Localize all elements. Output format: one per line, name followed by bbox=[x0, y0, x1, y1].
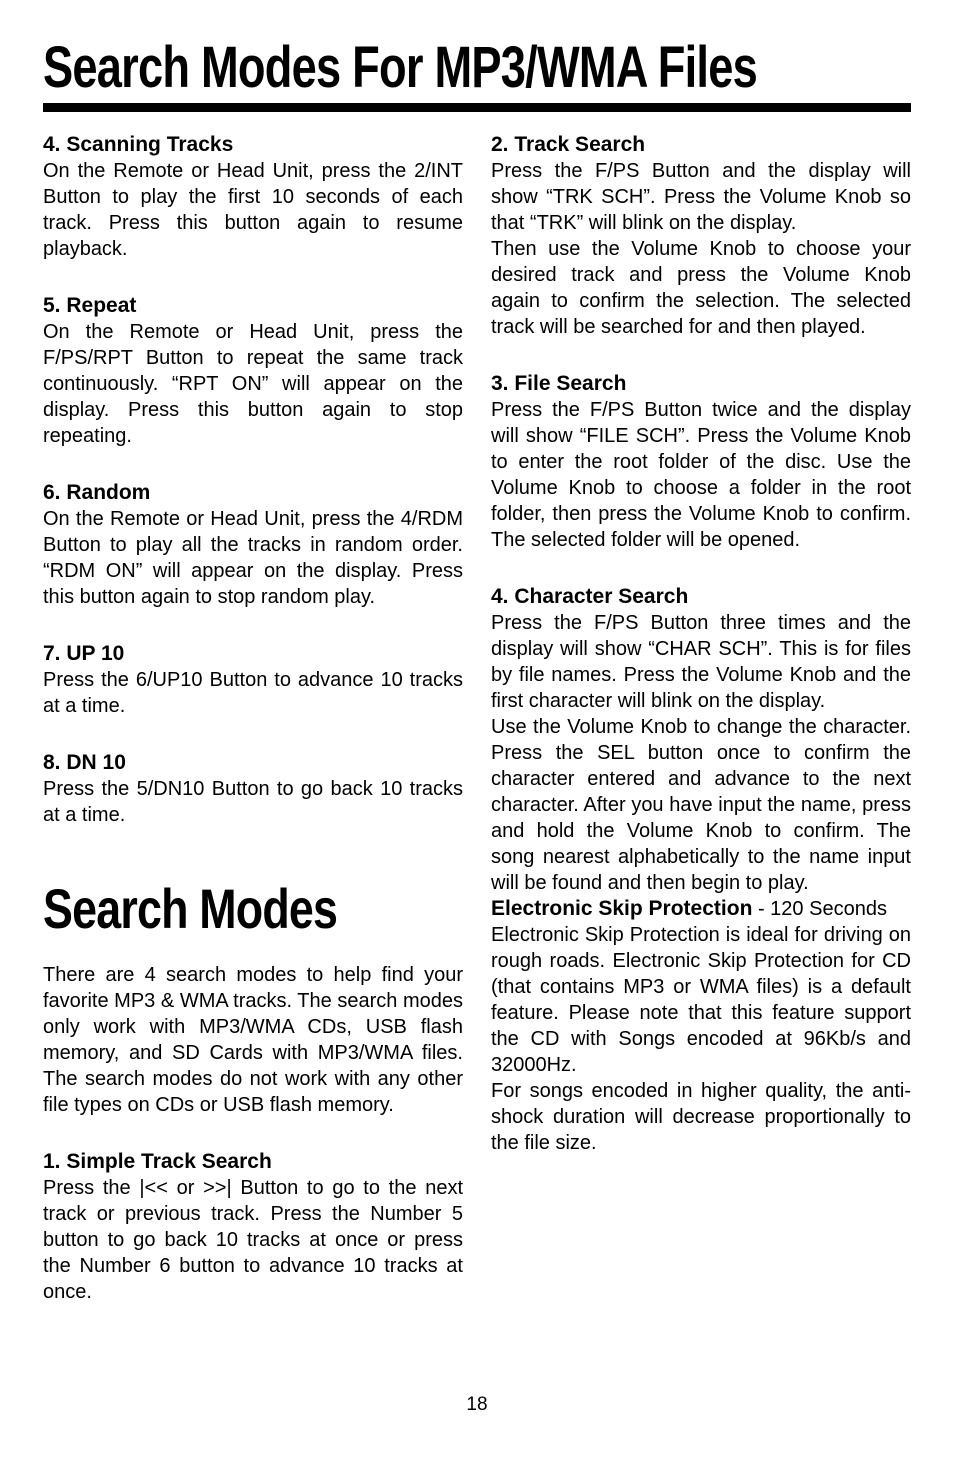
section-random bbox=[43, 480, 463, 610]
section-character-search bbox=[491, 584, 911, 896]
section-body: Press the F/PS Button three times and the display will show “CHAR SCH”. This is for files by file names. Press the Volume Knob and the first character will blink on the display. bbox=[491, 612, 911, 712]
page-title: Search Modes For MP3/WMA Files bbox=[43, 35, 757, 100]
right-column bbox=[491, 132, 911, 1187]
section-heading: 1. Simple Track Search bbox=[43, 1150, 272, 1173]
section-heading: 4. Scanning Tracks bbox=[43, 133, 234, 156]
section-body: Press the 6/UP10 Button to advance 10 tracks at a time. bbox=[43, 669, 463, 717]
intro-paragraph: There are 4 search modes to help find your favorite MP3 & WMA tracks. The search modes only work with MP3/WMA CDs, USB flash memory, and SD Cards with MP3/WMA files. The search modes do not work with any other file types on CDs or USB flash memory. bbox=[43, 964, 463, 1116]
section-body: On the Remote or Head Unit, press the 4/RDM Button to play all the tracks in random order. “RDM ON” will appear on the display. Press this button again to stop random play. bbox=[43, 508, 463, 608]
section-body: Press the F/PS Button and the display will show “TRK SCH”. Press the Volume Knob so that “TRK” will blink on the display. bbox=[491, 160, 911, 234]
left-column bbox=[43, 132, 463, 1336]
section-body: Press the 5/DN10 Button to go back 10 tracks at a time. bbox=[43, 778, 463, 826]
section-body: For songs encoded in higher quality, the anti-shock duration will decrease proportionally to the file size. bbox=[491, 1080, 911, 1154]
section-heading: 4. Character Search bbox=[491, 585, 689, 608]
esp-heading: Electronic Skip Protection bbox=[491, 897, 753, 920]
section-heading: 7. UP 10 bbox=[43, 642, 125, 665]
section-body: Electronic Skip Protection is ideal for driving on rough roads. Electronic Skip Protection for CD (that contains MP3 or WMA files) is a default feature. Please note that this feature support the CD with Songs encoded at 96Kb/s and 32000Hz. bbox=[491, 924, 911, 1076]
section-body: On the Remote or Head Unit, press the 2/INT Button to play the first 10 seconds of each track. Press this button again to resume playback. bbox=[43, 160, 463, 260]
search-modes-intro bbox=[43, 962, 463, 1118]
section-track-search bbox=[491, 132, 911, 340]
search-modes-heading: Search Modes bbox=[43, 877, 338, 940]
section-heading: 6. Random bbox=[43, 481, 151, 504]
section-heading: 5. Repeat bbox=[43, 294, 137, 317]
section-body: Then use the Volume Knob to choose your desired track and press the Volume Knob again to confirm the selection. The selected track will be searched for and then played. bbox=[491, 238, 911, 338]
section-body: Use the Volume Knob to change the character. Press the SEL button once to confirm the character entered and advance to the next character. After you have input the name, press and hold the Volume Knob to confirm. The song nearest alphabetically to the name input will be found and then begin to play. bbox=[491, 716, 911, 894]
title-rule bbox=[43, 103, 911, 112]
page-number: 18 bbox=[466, 1394, 488, 1415]
section-body: Press the |<< or >>| Button to go to the next track or previous track. Press the Number 5 button to go back 10 tracks at once or press the Number 6 button to advance 10 tracks at once. bbox=[43, 1177, 463, 1303]
section-simple-track-search bbox=[43, 1149, 463, 1305]
section-heading: 8. DN 10 bbox=[43, 751, 126, 774]
section-dn-10 bbox=[43, 750, 463, 828]
section-electronic-skip-protection bbox=[491, 896, 911, 1156]
esp-heading-line bbox=[491, 896, 911, 922]
section-heading: 2. Track Search bbox=[491, 133, 646, 156]
section-repeat bbox=[43, 293, 463, 449]
section-file-search bbox=[491, 371, 911, 553]
section-heading: 3. File Search bbox=[491, 372, 627, 395]
section-up-10 bbox=[43, 641, 463, 719]
section-scanning-tracks bbox=[43, 132, 463, 262]
section-body: Press the F/PS Button twice and the display will show “FILE SCH”. Press the Volume Knob to enter the root folder of the disc. Use the Volume Knob to choose a folder in the root folder, then press the Volume Knob to confirm. The selected folder will be opened. bbox=[491, 399, 911, 551]
section-body: On the Remote or Head Unit, press the F/PS/RPT Button to repeat the same track continuously. “RPT ON” will appear on the display. Press this button again to stop repeating. bbox=[43, 321, 463, 447]
esp-duration: - 120 Seconds bbox=[752, 898, 887, 920]
